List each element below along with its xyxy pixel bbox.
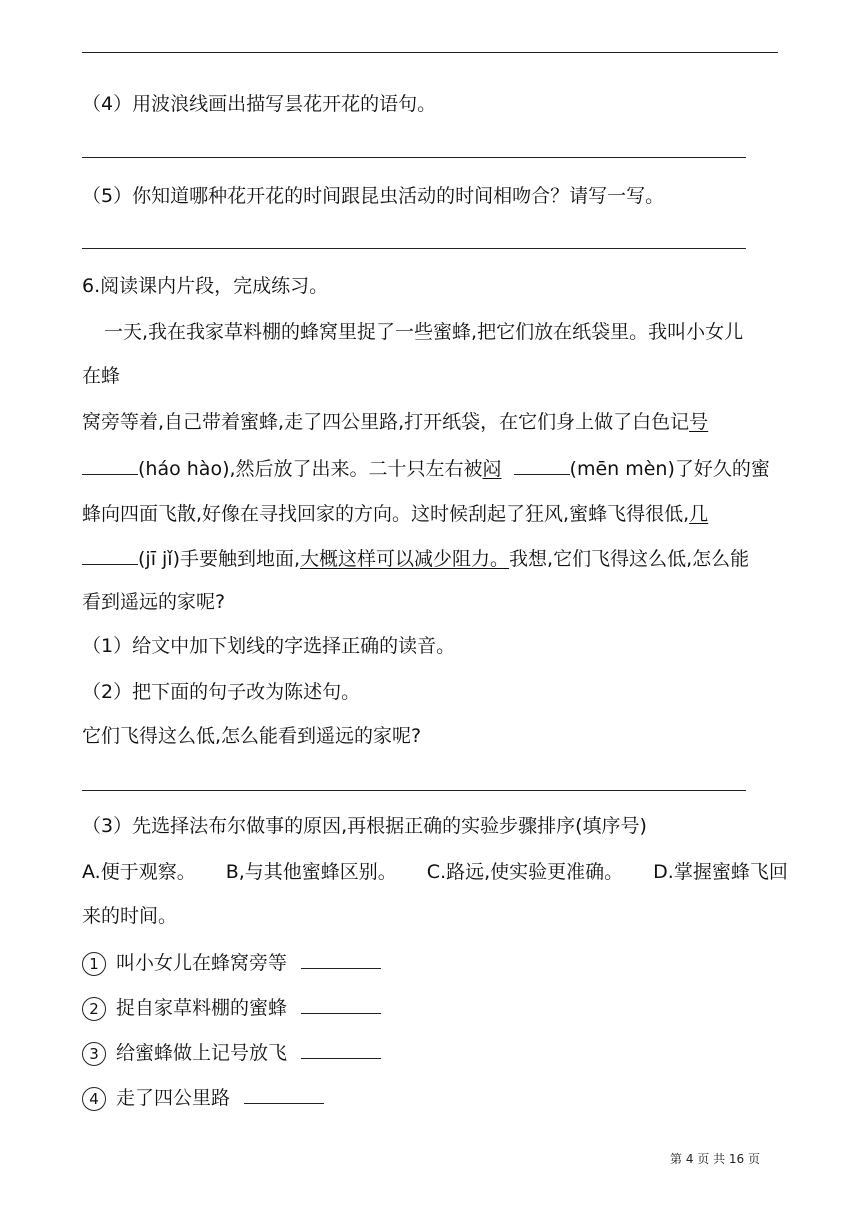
step-3: 3 给蜜蜂做上记号放飞 [82,1040,381,1066]
answer-line-sub2[interactable] [82,790,746,791]
underlined-char-hao: 号 [689,411,709,433]
sub-question-1: （1）给文中加下划线的字选择正确的读音。 [82,635,456,657]
passage-line-6: (jī jǐ)手要触到地面,大概这样可以减少阻力。我想,它们飞得这么低,怎么能 [82,546,749,571]
answer-line-q5[interactable] [82,248,746,249]
blank-ji[interactable] [82,546,138,565]
step-4-blank[interactable] [244,1085,324,1104]
step-number-2: 2 [82,997,106,1021]
blank-hao[interactable] [82,456,138,475]
step-2: 2 捉自家草料棚的蜜蜂 [82,995,381,1021]
option-d-continued: 来的时间。 [82,905,178,927]
passage-line-1: 一天,我在我家草料棚的蜂窝里捉了一些蜜蜂,把它们放在纸袋里。我叫小女儿 [104,321,744,343]
passage-line-7: 看到遥远的家呢? [82,591,226,613]
step-number-4: 4 [82,1087,106,1111]
passage-line-2: 在蜂 [82,365,121,387]
blank-men[interactable] [514,456,570,475]
step-3-blank[interactable] [301,1040,381,1059]
section-6-title: 6.阅读课内片段，完成练习。 [82,275,329,297]
sub-question-2-sentence: 它们飞得这么低,怎么能看到遥远的家呢? [82,725,422,747]
step-4: 4 走了四公里路 [82,1085,324,1111]
option-a: A.便于观察。 [82,861,196,883]
underlined-char-ji: 几 [689,503,709,525]
passage-line-3: 窝旁等着,自己带着蜜蜂,走了四公里路,打开纸袋，在它们身上做了白色记号 [82,411,709,433]
step-2-blank[interactable] [301,995,381,1014]
underlined-char-men: 闷 [482,458,502,480]
underlined-sentence: 大概这样可以减少阻力。 [300,548,510,570]
options-line [82,860,788,884]
step-1: 1 叫小女儿在蜂窝旁等 [82,950,381,976]
question-5: （5）你知道哪种花开花的时间跟昆虫活动的时间相吻合？请写一写。 [82,185,665,207]
header-rule [82,52,778,53]
sub-question-2: （2）把下面的句子改为陈述句。 [82,681,361,703]
page-footer: 第 4 页 共 16 页 [670,1152,760,1166]
question-4: （4）用波浪线画出描写昙花开花的语句。 [82,93,437,115]
step-number-3: 3 [82,1042,106,1066]
sub-question-3: （3）先选择法布尔做事的原因,再根据正确的实验步骤排序(填序号) [82,815,647,837]
step-number-1: 1 [82,952,106,976]
option-d: D.掌握蜜蜂飞回 [653,861,788,883]
step-1-blank[interactable] [301,950,381,969]
passage-line-5: 蜂向四面飞散,好像在寻找回家的方向。这时候刮起了狂风,蜜蜂飞得很低,几 [82,503,709,525]
option-c: C.路远,使实验更准确。 [426,861,624,883]
passage-line-4: (háo hào),然后放了出来。二十只左右被闷 (mēn mèn)了好久的蜜 [82,456,770,481]
option-b: B,与其他蜜蜂区别。 [225,861,397,883]
answer-line-q4[interactable] [82,157,746,158]
